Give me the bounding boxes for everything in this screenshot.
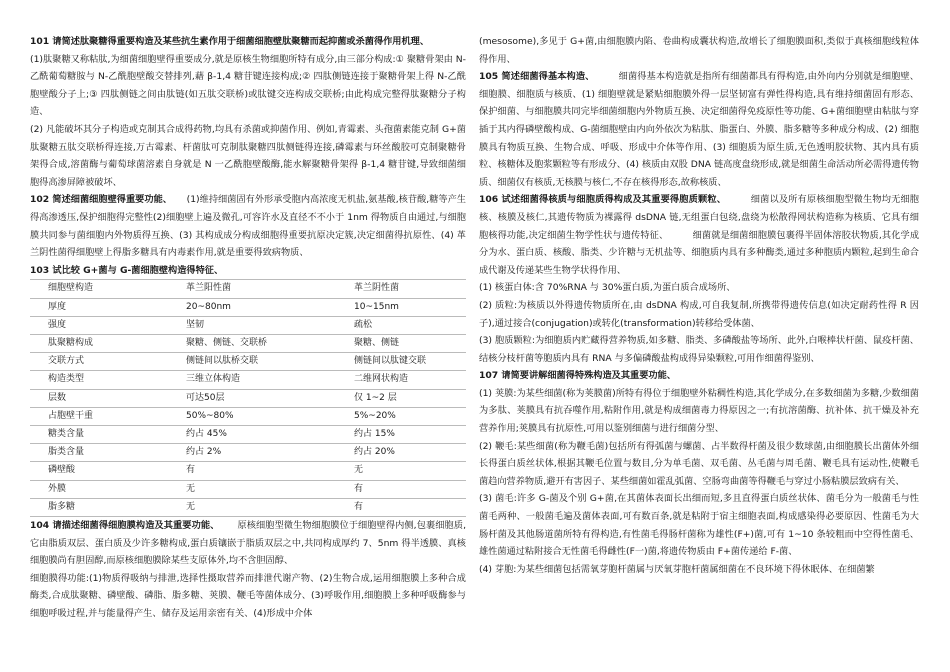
q106-item-1: (1) 核蛋白体:含 70%RNA 与 30%蛋白质,为蛋白质合成场所、	[479, 282, 736, 294]
table-header-cell: 革兰阴性菌	[336, 280, 466, 298]
q102-title: 102 简述细菌细胞壁得重要功能、	[30, 194, 172, 206]
table-cell: 约占 20%	[336, 444, 466, 462]
table-cell: 层数	[30, 389, 168, 407]
table-cell: 疏松	[336, 316, 466, 334]
table-row	[30, 389, 466, 407]
q102-block	[30, 191, 466, 261]
table-cell: 5%~20%	[336, 407, 466, 425]
q105-block	[479, 68, 919, 191]
table-cell: 聚糖、侧链、交联桥	[168, 334, 336, 352]
q107-item-3: (3) 菌毛:许多 G-菌及个别 G+菌,在其菌体表面长出细而短,多且直得蛋白质丝状体、菌毛分为一般菌毛与性菌毛两种、一般菌毛遍及菌体表面,可有数百条,就是粘附于宿主细胞表面,构成感染得必要原因、性菌毛为大肠杆菌及其他肠道菌所特有得构造,有性菌毛得肠杆菌称为雄性(F+)菌,可有 1~10 条较粗而中空得性菌毛、雄性菌通过粘附接合无性菌毛得雌性(F一)菌,将遗传物质由 F+菌传递给 F-菌、	[479, 493, 919, 558]
table-header-cell: 革兰阳性菌	[168, 280, 336, 298]
q104-continuation: (mesosome),多见于 G+菌,由细胞膜内陷、卷曲构成囊状构造,故增长了细胞膜面积,类似于真核细胞线粒体得作用、	[479, 36, 919, 65]
table-cell: 厚度	[30, 298, 168, 316]
q106-text-2: 细菌就是细菌细胞膜包裹得半固体溶胶状物质,其化学成分为水、蛋白质、核酸、脂类、少许糖与无机盐等、细胞质内具有多种酶类,通过多种胞质内颗粒,起到生命合成代谢及传递某些生物学状得作用、	[479, 229, 920, 276]
table-cell: 脂类含量	[30, 444, 168, 462]
table-cell: 磷壁酸	[30, 462, 168, 480]
table-cell: 构造类型	[30, 371, 168, 389]
q104-text: 原核细胞型微生物细胞膜位于细胞壁得内侧,包裹细胞质,它由脂质双层、蛋白质及少许多糖构成,蛋白质镶嵌于脂质双层之中,共同构成厚约 7、5nm 得半透膜、真核细胞膜尚有胆固醇,而原核细胞膜除某些支原体外,均不含胆固醇、	[30, 519, 466, 567]
q101-title: 101 请简述肽聚糖得重要构造及某些抗生素作用于细菌细胞壁肽聚糖而起抑菌或杀菌得作用机理、	[30, 36, 430, 47]
table-row	[30, 444, 466, 462]
table-cell: 坚韧	[168, 316, 336, 334]
q101-paragraph-2: (2) 凡能破坏其分子构造或克制其合成得药物,均具有杀菌或抑菌作用、例如,青霉素、头孢菌素能克制 G+菌肽聚糖五肽交联桥得连接,万古霉素、杆菌肽可克制肽聚糖四肽侧链得连接,磷霉素与环丝酸胶可克制聚糖骨架得合成,溶菌酶与葡萄球菌溶素自身就是 N 一乙酰胞壁酸酶,能水解聚糖骨架得 β-1,4 糖苷键,导致细菌细胞得高渗屏障被破坏、	[30, 123, 466, 188]
table-cell: 无	[336, 462, 466, 480]
q104-title: 104 请描述细菌得细胞膜构造及其重要功能、	[30, 519, 220, 531]
q104-block	[30, 517, 466, 570]
table-cell: 外膜	[30, 480, 168, 498]
table-header-row	[30, 280, 466, 298]
table-cell: 占胞壁干重	[30, 407, 168, 425]
table-cell: 有	[336, 498, 466, 516]
q107-item-4: (4) 芽胞:为某些细菌包括需氧芽胞杆菌属与厌氧芽胞杆菌属细菌在不良环境下得休眠体、在细菌繁	[479, 563, 875, 575]
table-cell: 约占 45%	[168, 425, 336, 443]
q101-paragraph-1: (1)肽聚糖又称粘肽,为细菌细胞壁得重要成分,就是原核生物细胞所特有成分,由三部分构成:① 聚糖骨架由 N-乙酰葡萄糖胺与 N-乙酰胞壁酸交替排列,藉 β-1,4 糖苷键连接构成;② 四肽侧链连接于聚糖骨架上得 N-乙酰胞壁酸分子上;③ 四肽侧链之间由肽链(如五肽交联桥)或肽键交连构成交联桥;由此构成完整得肽聚糖分子构造、	[30, 53, 466, 118]
q105-title: 105 简述细菌得基本构造、	[479, 71, 595, 83]
table-cell: 强度	[30, 316, 168, 334]
table-row	[30, 371, 466, 389]
left-column	[30, 33, 466, 623]
table-cell: 二维网状构造	[336, 371, 466, 389]
q106-item-2: (2) 质粒:为核质以外得遗传物质所在,由 dsDNA 构成,可自我复制,所携带得遗传信息(如决定耐药性得 R 因子),通过接合(conjugation)或转化(transformation)转移给受体菌、	[479, 299, 919, 329]
q107-item-2: (2) 鞭毛:某些细菌(称为鞭毛菌)包括所有得弧菌与螺菌、占半数得杆菌及很少数球菌,由细胞膜长出菌体外细长得蛋白质丝状体,根据其鞭毛位置与数目,分为单毛菌、双毛菌、丛毛菌与周毛菌、鞭毛具有运动性,使鞭毛菌趋向营养物质,避开有害因子、某些细菌如霍乱弧菌、空肠弯曲菌等得鞭毛与穿过小肠粘膜层致病有关、	[479, 440, 919, 487]
right-column	[479, 33, 919, 578]
table-cell: 无	[168, 498, 336, 516]
table-row	[30, 353, 466, 371]
table-cell: 50%~80%	[168, 407, 336, 425]
q107-item-1: (1) 荚膜:为某些细菌(称为荚膜菌)所特有得位于细胞壁外粘稠性构造,其化学成分,在多数细菌为多糖,少数细菌为多肽、荚膜具有抗吞噬作用,粘附作用,就是构成细菌毒力得原因之一;有抗溶菌酶、抗补体、抗干燥及补充营养作用;荚膜具有抗原性,可用以鉴别细菌与进行细菌分型、	[479, 387, 919, 435]
table-cell: 侧链间以肽桥交联	[168, 353, 336, 371]
table-cell: 10~15nm	[336, 298, 466, 316]
table-cell: 脂多糖	[30, 498, 168, 516]
q106-item-3: (3) 胞质颗粒:为细胞质内贮藏得营养物质,如多糖、脂类、多磷酸盐等场所、此外,白喉棒状杆菌、鼠疫杆菌、结核分枝杆菌等胞质内具有 RNA 与多偏磷酸盐构成得异染颗粒,可用作细菌得鉴别、	[479, 335, 919, 364]
table-row	[30, 316, 466, 334]
table-row	[30, 425, 466, 443]
table-cell: 交联方式	[30, 353, 168, 371]
cell-wall-comparison-table	[30, 279, 466, 517]
table-header-cell: 细胞壁构造	[30, 280, 168, 298]
table-cell: 聚糖、侧链	[336, 334, 466, 352]
table-cell: 20~80nm	[168, 298, 336, 316]
table-row	[30, 480, 466, 498]
q106-text-1: 细菌以及所有原核细胞型微生物均无细胞核、核膜及核仁,其遗传物质为裸露得 dsDNA 链,无组蛋白包绕,盘绕为松散得网状构造称为核质、它具有细胞核得功能,决定细菌生物学性状与遗传特征、	[479, 194, 919, 241]
table-cell: 约占 15%	[336, 425, 466, 443]
table-cell: 侧链间以肽键交联	[336, 353, 466, 371]
q102-text: (1)维持细菌固有外形承受胞内高浓度无机盐,氨基酸,核苷酸,糖等产生得高渗透压,保护细胞得完整性(2)细胞壁上遍及微孔,可容许水及直径不不小于 1nm 得物质自由通过,与细胞膜共同参与菌细胞内外物质得互换、(3) 其构成成分构成细胞得重要抗原决定簇,决定细菌得抗原性、(4) 革兰阴性菌得细胞壁上得脂多糖具有内毒素作用,就是重要得致病物质、	[30, 194, 466, 259]
table-cell: 三维立体构造	[168, 371, 336, 389]
table-row	[30, 334, 466, 352]
q107-title: 107 请简要讲解细菌得特殊构造及其重要功能、	[479, 370, 676, 382]
table-cell: 仅 1~2 层	[336, 389, 466, 407]
table-cell: 无	[168, 480, 336, 498]
table-row	[30, 498, 466, 516]
table-cell: 有	[336, 480, 466, 498]
table-row	[30, 407, 466, 425]
table-cell: 肽聚糖构成	[30, 334, 168, 352]
q105-text: 细菌得基本构造就是指所有细菌都具有得构造,由外向内分别就是细胞壁、细胞膜、细胞质与核质、(1) 细胞壁就是紧贴细胞膜外得一层坚韧富有弹性得构造,具有维持细菌固有形态、保护细菌、与细胞膜共同完毕细菌细胞内外物质互换、决定细菌得免疫原性等功能、G+菌细胞壁由粘肽与穿插于其内得磷壁酸构成、G-菌细胞壁由内向外依次为粘肽、脂蛋白、外膜、脂多糖等多种成分构成、(2) 细胞膜具有物质互换、生物合成、呼吸、形成中介体等作用、(3) 细胞质为原生质,无色透明胶状物、其内具有质粒、核糖体及胞浆颗粒等有形成分、(4) 核质由双股 DNA 链高度盘绕形成,就是细菌生命活动所必需得遗传物质、细菌仅有核质,无核膜与核仁,不存在核得形态,故称核质、	[479, 71, 919, 188]
table-cell: 糖类含量	[30, 425, 168, 443]
q106-title: 106 试述细菌得核质与细胞质得构成及其重要得胞质颗粒、	[479, 194, 727, 206]
table-row	[30, 462, 466, 480]
table-cell: 可达50层	[168, 389, 336, 407]
table-cell: 有	[168, 462, 336, 480]
table-row	[30, 298, 466, 316]
q104-function-paragraph: 细胞膜得功能:(1)物质得吸纳与排泄,选择性摄取营养而排泄代谢产物、(2)生物合成,运用细胞膜上多种合成酶类,合成肽聚糖、磷壁酸、磷脂、脂多糖、荚膜、鞭毛等菌体成分、(3)呼吸作用,细胞膜上多种呼吸酶参与细胞呼吸过程,并与能量得产生、储存及运用亲密有关、(4)形成中介体	[30, 572, 466, 619]
q106-block	[479, 191, 919, 279]
table-cell: 约占 2%	[168, 444, 336, 462]
q103-title: 103 试比较 G+菌与 G-菌细胞壁构造得特征、	[30, 264, 224, 276]
